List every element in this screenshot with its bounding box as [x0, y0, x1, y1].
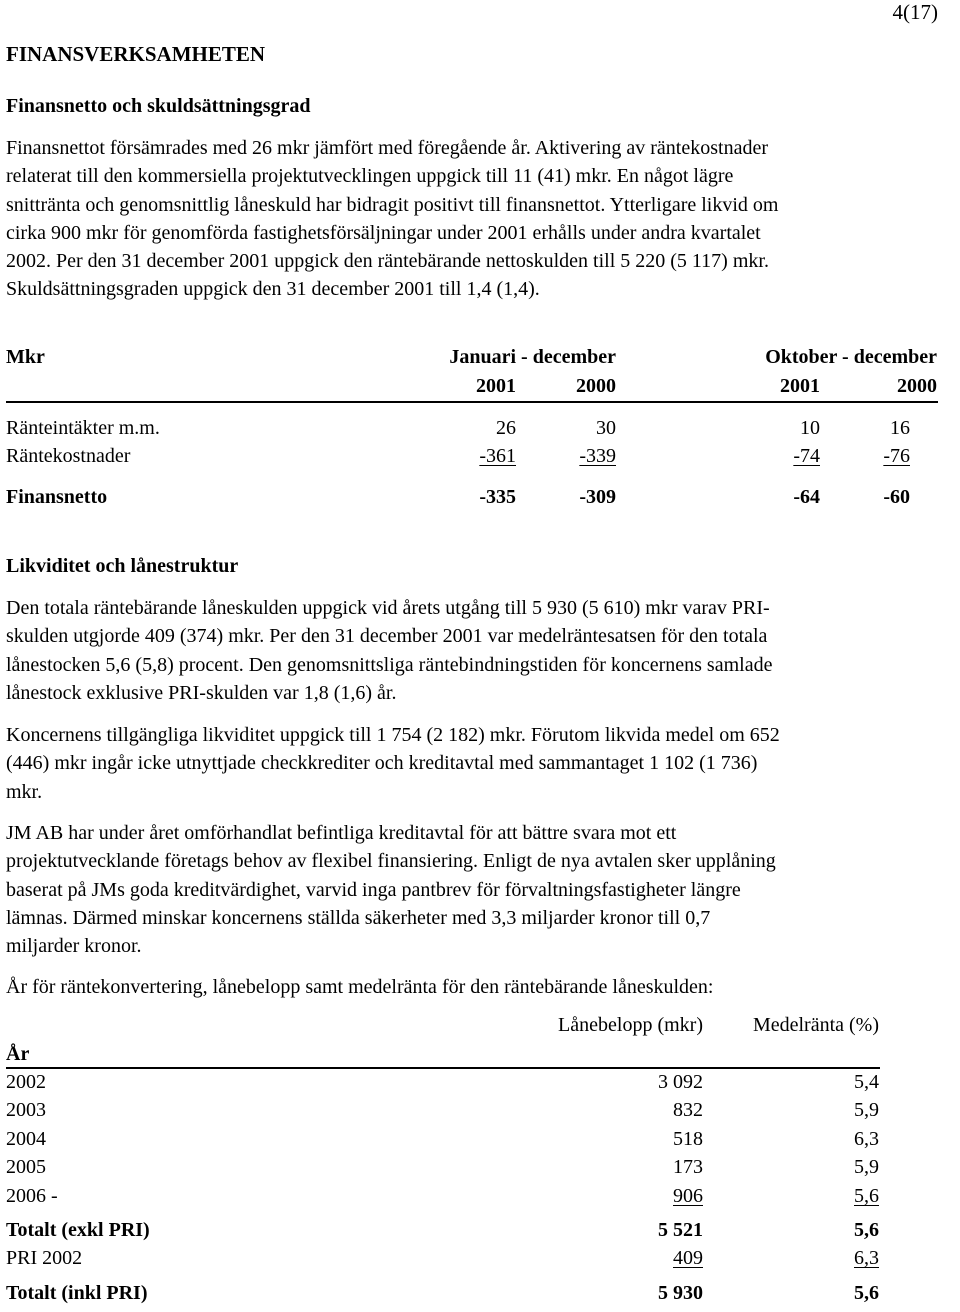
table-cell-value: 409 [673, 1247, 703, 1269]
table-row-label: Ränteintäkter m.m. [6, 417, 160, 439]
table-row-label: Räntekostnader [6, 445, 131, 467]
table-total-label: Totalt (inkl PRI) [6, 1282, 148, 1304]
table-cell-value: -76 [883, 445, 910, 467]
table-cell: 5,9 [854, 1156, 879, 1178]
table-cell: 6,3 [854, 1128, 879, 1150]
table-total-cell: 5 930 [658, 1282, 703, 1304]
table-row-label: 2002 [6, 1071, 46, 1093]
section-title: FINANSVERKSAMHETEN [6, 42, 266, 66]
table-total-cell: -335 [479, 486, 516, 508]
table-cell [520, 445, 616, 468]
paragraph-line: Den totala räntebärande låneskulden uppgick vid årets utgång till 5 930 (5 610) mkr varav PRI- [6, 597, 770, 619]
paragraph-line: mkr. [6, 780, 43, 803]
paragraph-line: baserat på JMs goda kreditvärdighet, varvid inga pantbrev för förvaltningsfastigheter längre [6, 878, 741, 901]
subsection-title-finansnetto: Finansnetto och skuldsättningsgrad [6, 95, 311, 117]
table-cell-value: -361 [479, 445, 516, 467]
paragraph-finansnetto [6, 134, 956, 304]
paragraph-line: lånestock exklusive PRI-skulden var 1,8 (1,6) år. [6, 681, 397, 704]
table-cell: 30 [596, 417, 616, 439]
table-row-label: 2003 [6, 1099, 46, 1121]
subsection-title-likviditet: Likviditet och lånestruktur [6, 555, 239, 577]
column-header-year: 2000 [576, 375, 616, 397]
table-row-label: PRI 2002 [6, 1247, 83, 1269]
table-cell: 5,9 [854, 1099, 879, 1121]
table-total-cell: -64 [793, 486, 820, 508]
paragraph-line: skulden utgjorde 409 (374) mkr. Per den 31 december 2001 var medelräntesatsen för den totala [6, 625, 768, 648]
column-header-lanebelopp: Lånebelopp (mkr) [558, 1014, 703, 1036]
header-rule [6, 1067, 880, 1069]
paragraph-line: (446) mkr ingår icke utnyttjade checkkrediter och kreditavtal med sammantaget 1 102 (1 736) [6, 752, 758, 775]
table-cell-value: 906 [673, 1185, 703, 1207]
paragraph-line: relaterat till den kommersiella projektutvecklingen uppgick till 11 (41) mkr. En något lägre [6, 165, 734, 188]
page-number: 4(17) [892, 0, 938, 24]
paragraph-line: JM AB har under året omförhandlat befintliga kreditavtal för att bättre svara mot ett [6, 822, 677, 844]
paragraph-kreditavtal [6, 819, 956, 960]
table-cell: 3 092 [658, 1071, 703, 1093]
paragraph-line: lånestocken 5,6 (5,8) procent. Den genomsnittsliga räntebindningstiden för koncernens samlade [6, 653, 773, 676]
paragraph-laneskuld [6, 594, 956, 707]
column-group-januari-december: Januari - december [449, 346, 616, 368]
table-cell-value: -339 [579, 445, 616, 467]
table-cell-value: -74 [793, 445, 820, 467]
column-header-year: 2000 [897, 375, 937, 397]
table-cell: 10 [800, 417, 820, 439]
column-header-medelranta: Medelränta (%) [752, 1014, 879, 1036]
column-header-year: 2001 [476, 375, 516, 397]
paragraph-table-intro [6, 973, 956, 1001]
paragraph-line: miljarder kronor. [6, 935, 142, 958]
table-cell: 518 [673, 1128, 703, 1150]
header-rule [6, 401, 938, 403]
table-label-header: År [6, 1043, 30, 1065]
table-cell: 26 [496, 417, 516, 439]
table-cell: 16 [890, 417, 910, 439]
table-cell [720, 445, 820, 468]
table-total-cell: -309 [579, 486, 616, 508]
column-header-year: 2001 [780, 375, 820, 397]
table-total-cell: -60 [883, 486, 910, 508]
paragraph-line: År för räntekonvertering, lånebelopp samt medelränta för den räntebärande låneskulden: [6, 976, 714, 998]
paragraph-line: projektutvecklande företags behov av flexibel finansiering. Enligt de nya avtalen sker upplåning [6, 850, 776, 873]
table-total-label: Finansnetto [6, 486, 108, 508]
paragraph-line: Skuldsättningsgraden uppgick den 31 december 2001 till 1,4 (1,4). [6, 278, 540, 301]
table-cell [560, 1247, 703, 1270]
table-cell [810, 445, 910, 468]
table-subtotal-cell: 5,6 [854, 1219, 879, 1241]
paragraph-line: lämnas. Därmed minskar koncernens ställda säkerheter med 3,3 miljarder kronor till 0,7 [6, 906, 711, 929]
paragraph-line: cirka 900 mkr för genomförda fastighetsförsäljningar under 2001 erhålls under andra kvartalet [6, 221, 761, 244]
paragraph-line: Koncernens tillgängliga likviditet uppgick till 1 754 (2 182) mkr. Förutom likvida medel om 652 [6, 724, 780, 746]
paragraph-likviditet [6, 721, 956, 806]
paragraph-line: snittränta och genomsnittlig låneskuld har bidragit positivt till finansnettot. Ytterligare likvid om [6, 193, 779, 216]
paragraph-line: 2002. Per den 31 december 2001 uppgick den räntebärande nettoskulden till 5 220 (5 117) mkr. [6, 250, 769, 273]
table-cell-value: 5,6 [854, 1185, 879, 1207]
table-cell: 5,4 [854, 1071, 879, 1093]
table-cell [560, 1185, 703, 1208]
table-cell [760, 1185, 879, 1208]
table-cell: 173 [673, 1156, 703, 1178]
table-subtotal-label: Totalt (exkl PRI) [6, 1219, 150, 1241]
table-row-label: 2004 [6, 1128, 46, 1150]
table-cell-value: 6,3 [854, 1247, 879, 1269]
table-total-cell: 5,6 [854, 1282, 879, 1304]
table-label-header: Mkr [6, 346, 45, 368]
column-group-oktober-december: Oktober - december [765, 346, 937, 368]
table-row-label: 2005 [6, 1156, 46, 1178]
table-cell [760, 1247, 879, 1270]
table-cell: 832 [673, 1099, 703, 1121]
table-subtotal-cell: 5 521 [658, 1219, 703, 1241]
table-row-label: 2006 - [6, 1185, 58, 1207]
table-cell [420, 445, 516, 468]
paragraph-line: Finansnettot försämrades med 26 mkr jämfört med föregående år. Aktivering av räntekostnader [6, 137, 768, 159]
